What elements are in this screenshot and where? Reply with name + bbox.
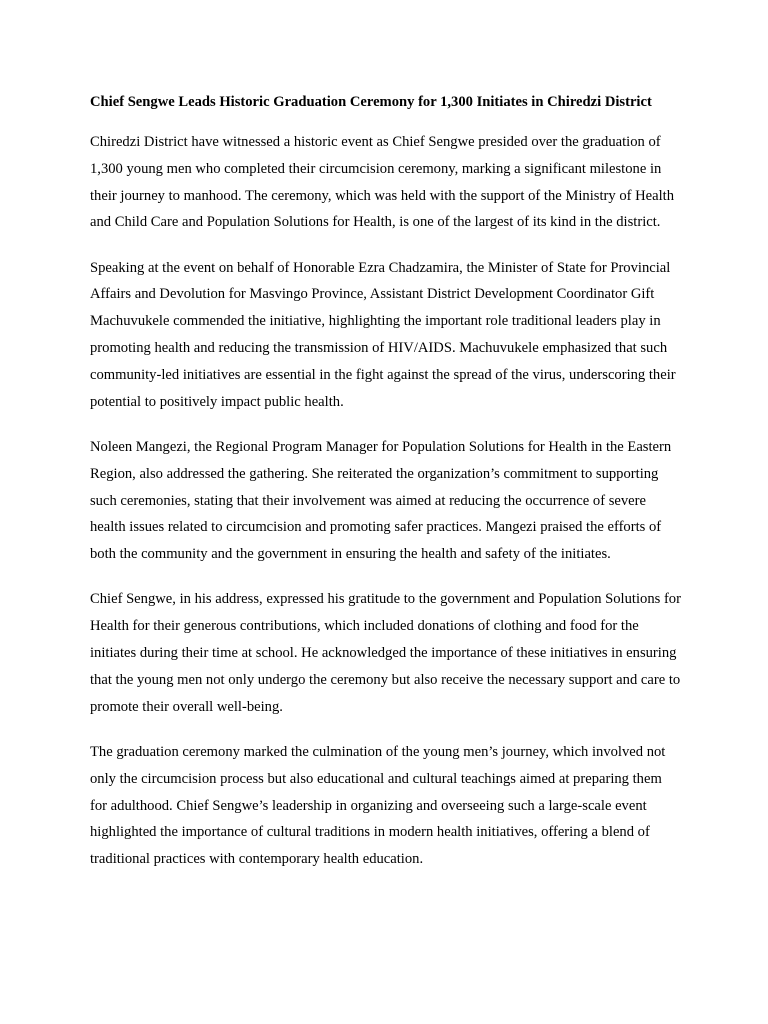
article-title: Chief Sengwe Leads Historic Graduation Ceremony for 1,300 Initiates in Chiredzi District xyxy=(90,94,652,110)
paragraph-1: Chiredzi District have witnessed a historic event as Chief Sengwe presided over the graduation of 1,300 young men who completed their circumcision ceremony, marking a significant milestone in their journey to manhood. The ceremony, which was held with the support of the Ministry of Health and Child Care and Population Solutions for Health, is one of the largest of its kind in the district. xyxy=(90,134,675,231)
paragraph-2: Speaking at the event on behalf of Honorable Ezra Chadzamira, the Minister of State for Provincial Affairs and Devolution for Masvingo Province, Assistant District Development Coordinator Gift Machuvukele commended the initiative, highlighting the important role traditional leaders play in promoting health and reducing the transmission of HIV/AIDS. Machuvukele emphasized that such community-led initiatives are essential in the fight against the spread of the virus, underscoring their potential to positively impact public health. xyxy=(90,259,676,410)
paragraph-4: Chief Sengwe, in his address, expressed his gratitude to the government and Population Solutions for Health for their generous contributions, which included donations of clothing and food for the initiates during their time at school. He acknowledged the importance of these initiatives in ensuring that the young men not only undergo the ceremony but also receive the necessary support and care to promote their overall well-being. xyxy=(90,591,681,715)
paragraph-3: Noleen Mangezi, the Regional Program Manager for Population Solutions for Health in the Eastern Region, also addressed the gathering. She reiterated the organization’s commitment to supporting such ceremonies, stating that their involvement was aimed at reducing the occurrence of severe health issues related to circumcision and promoting safer practices. Mangezi praised the efforts of both the community and the government in ensuring the health and safety of the initiates. xyxy=(90,438,672,563)
paragraph-5: The graduation ceremony marked the culmination of the young men’s journey, which involved not only the circumcision process but also educational and cultural teachings aimed at preparing them for adulthood. Chief Sengwe’s leadership in organizing and overseeing such a large-scale event highlighted the importance of cultural traditions in modern health initiatives, offering a blend of traditional practices with contemporary health education. xyxy=(90,743,666,868)
